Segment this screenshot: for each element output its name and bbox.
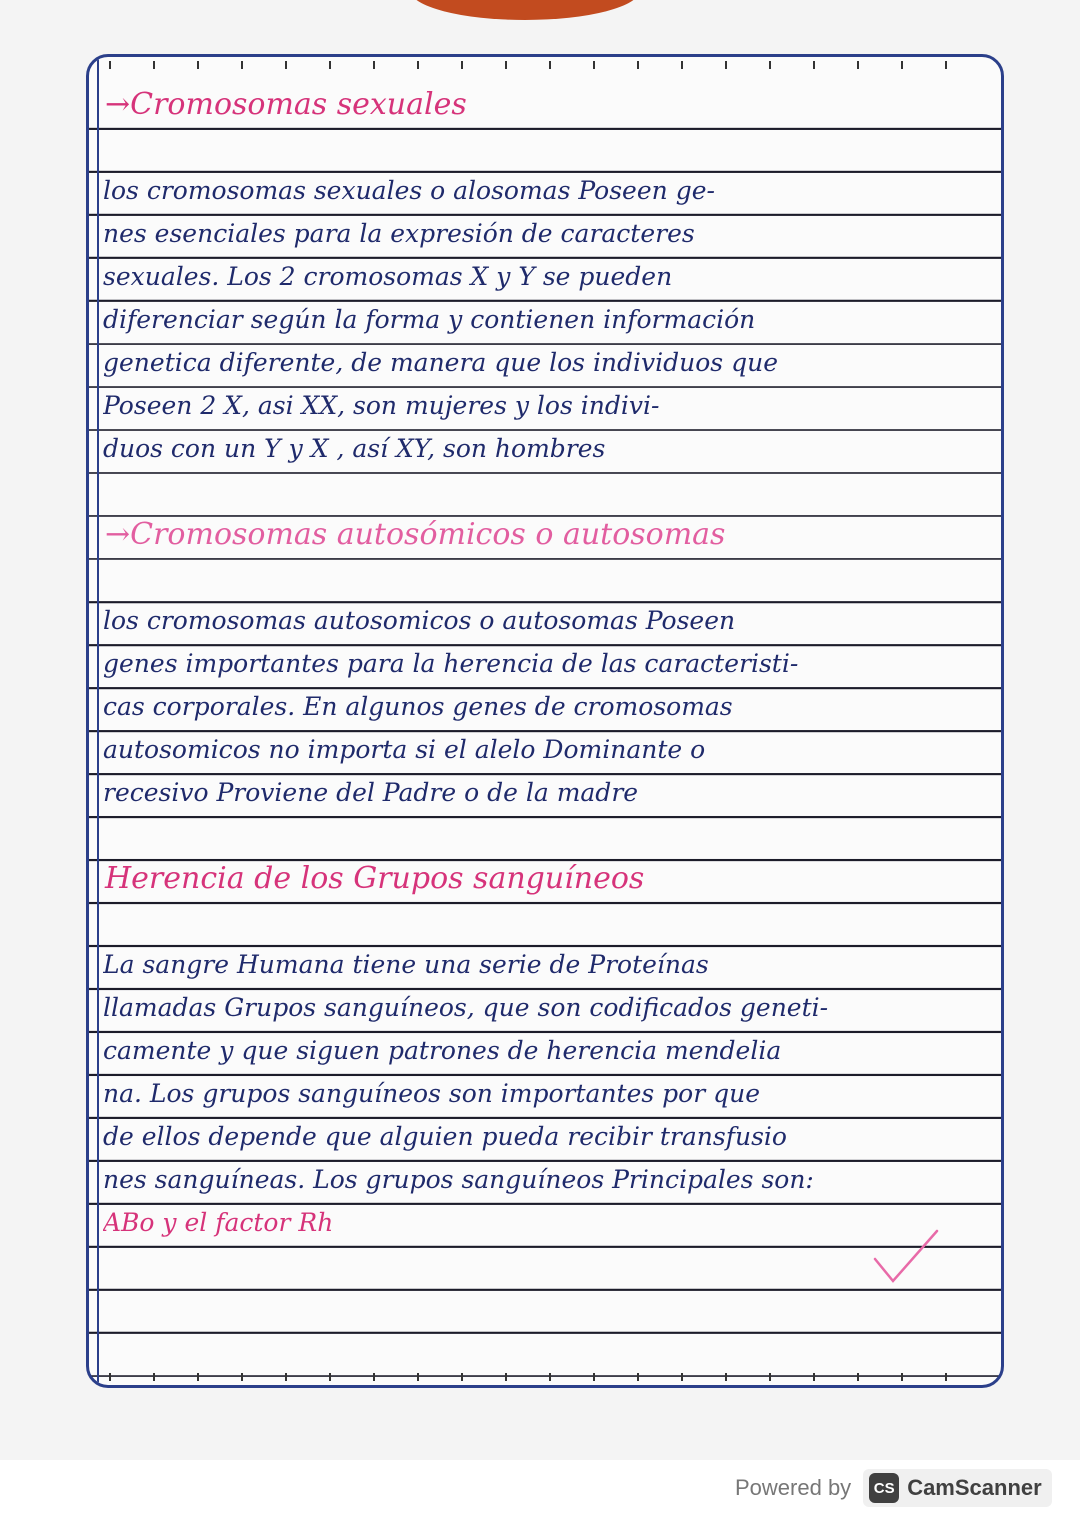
note-line: recesivo Proviene del Padre o de la madre — [103, 778, 639, 807]
camscanner-badge — [863, 1469, 1052, 1507]
margin-line — [97, 57, 99, 1385]
powered-by-label: Powered by — [735, 1475, 852, 1500]
camscanner-brand-name: CamScanner — [907, 1475, 1042, 1500]
top-ruler-ticks — [109, 61, 981, 69]
bottom-ruler-ticks — [109, 1373, 981, 1381]
note-line: autosomicos no importa si el alelo Dominante o — [103, 735, 706, 764]
note-line: cas corporales. En algunos genes de cromosomas — [103, 692, 733, 721]
check-mark-icon — [871, 1225, 941, 1285]
note-line: los cromosomas sexuales o alosomas Poseen ge- — [103, 176, 715, 205]
camscanner-watermark — [735, 1465, 1052, 1511]
note-line: genetica diferente, de manera que los individuos que — [103, 348, 778, 377]
note-line: Poseen 2 X, asi XX, son mujeres y los indivi- — [103, 391, 660, 420]
blank-line — [103, 900, 993, 943]
note-line: na. Los grupos sanguíneos son importantes por que — [103, 1079, 761, 1108]
note-line: los cromosomas autosomicos o autosomas Poseen — [103, 606, 736, 635]
handwritten-notes — [103, 83, 993, 1244]
highlight-line: ABo y el factor Rh — [103, 1208, 334, 1237]
note-line: camente y que siguen patrones de herencia mendelia — [103, 1036, 782, 1065]
camscanner-logo-icon: CS — [869, 1473, 899, 1503]
note-line: llamadas Grupos sanguíneos, que son codificados geneti- — [103, 993, 829, 1022]
note-line: sexuales. Los 2 cromosomas X y Y se pueden — [103, 262, 673, 291]
heading-blood-groups: Herencia de los Grupos sanguíneos — [105, 861, 645, 896]
heading-autosomes: →Cromosomas autosómicos o autosomas — [105, 517, 726, 552]
note-line: La sangre Humana tiene una serie de Proteínas — [103, 950, 709, 979]
blank-line — [103, 126, 993, 169]
note-line: diferenciar según la forma y contienen información — [103, 305, 756, 334]
note-line: de ellos depende que alguien pueda recibir transfusio — [103, 1122, 787, 1151]
note-line: genes importantes para la herencia de las caracteristi- — [103, 649, 799, 678]
blank-line — [103, 814, 993, 857]
note-line: nes esenciales para la expresión de caracteres — [103, 219, 695, 248]
note-line: nes sanguíneas. Los grupos sanguíneos Principales son: — [103, 1165, 814, 1194]
blank-line — [103, 556, 993, 599]
blank-line — [103, 470, 993, 513]
heading-sex-chromosomes: →Cromosomas sexuales — [105, 87, 467, 122]
notebook-page — [86, 54, 1004, 1388]
note-line: duos con un Y y X , así XY, son hombres — [103, 434, 606, 463]
